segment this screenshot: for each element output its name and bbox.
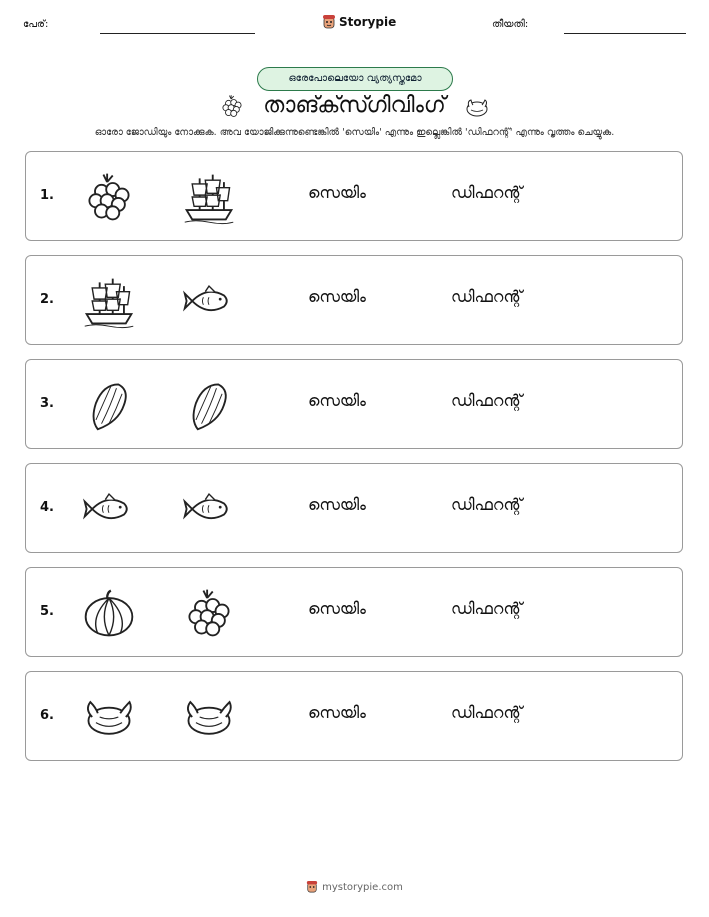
turkey-icon — [81, 689, 137, 745]
fish-icon — [81, 481, 137, 537]
storypie-mascot-icon — [306, 880, 318, 894]
seed-icon — [181, 377, 237, 433]
name-label: പേര്: — [23, 19, 49, 30]
same-option[interactable]: സെയിം — [308, 703, 366, 722]
name-line[interactable] — [100, 33, 255, 34]
question-row-5 — [25, 567, 683, 657]
question-number: 5. — [40, 604, 54, 619]
page-title: താങ്ക്സ്ഗിവിംഗ് — [263, 93, 446, 118]
question-row-1 — [25, 151, 683, 241]
seed-icon — [81, 377, 137, 433]
question-number: 1. — [40, 188, 54, 203]
fish-icon — [181, 273, 237, 329]
raspberry-icon — [219, 93, 245, 119]
different-option[interactable]: ഡിഫറന്റ് — [451, 183, 523, 202]
question-row-3 — [25, 359, 683, 449]
question-row-4 — [25, 463, 683, 553]
footer — [0, 880, 709, 894]
storypie-mascot-icon — [322, 14, 336, 30]
instructions: ഓരോ ജോഡിയും നോക്കുക. അവ യോജിക്കുന്നുണ്ടെങ്കിൽ 'സെയിം' എന്നും ഇല്ലെങ്കിൽ 'ഡിഫറന്റ്' എന്നും വൃത്തം ചെയ്യുക. — [94, 127, 615, 138]
ship-icon — [181, 169, 237, 225]
different-option[interactable]: ഡിഫറന്റ് — [451, 287, 523, 306]
question-number: 4. — [40, 500, 54, 515]
question-number: 2. — [40, 292, 54, 307]
ship-icon — [81, 273, 137, 329]
different-option[interactable]: ഡിഫറന്റ് — [451, 703, 523, 722]
worksheet-badge: ഒരേപോലെയോ വ്യത്യസ്തമോ — [257, 67, 453, 91]
turkey-icon — [181, 689, 237, 745]
same-option[interactable]: സെയിം — [308, 391, 366, 410]
brand-logo — [322, 14, 396, 30]
different-option[interactable]: ഡിഫറന്റ് — [451, 599, 523, 618]
same-option[interactable]: സെയിം — [308, 183, 366, 202]
brand-name: Storypie — [339, 15, 397, 29]
title-row — [0, 90, 709, 124]
footer-url[interactable]: mystorypie.com — [322, 881, 403, 893]
raspberry-icon — [181, 585, 237, 641]
raspberry-icon — [81, 169, 137, 225]
same-option[interactable]: സെയിം — [308, 287, 366, 306]
pumpkin-icon — [81, 585, 137, 641]
same-option[interactable]: സെയിം — [308, 599, 366, 618]
different-option[interactable]: ഡിഫറന്റ് — [451, 495, 523, 514]
date-line[interactable] — [564, 33, 686, 34]
question-row-2 — [25, 255, 683, 345]
question-row-6 — [25, 671, 683, 761]
question-number: 3. — [40, 396, 54, 411]
question-number: 6. — [40, 708, 54, 723]
different-option[interactable]: ഡിഫറന്റ് — [451, 391, 523, 410]
same-option[interactable]: സെയിം — [308, 495, 366, 514]
turkey-icon — [462, 92, 492, 122]
date-label: തീയതി: — [492, 19, 529, 30]
fish-icon — [181, 481, 237, 537]
